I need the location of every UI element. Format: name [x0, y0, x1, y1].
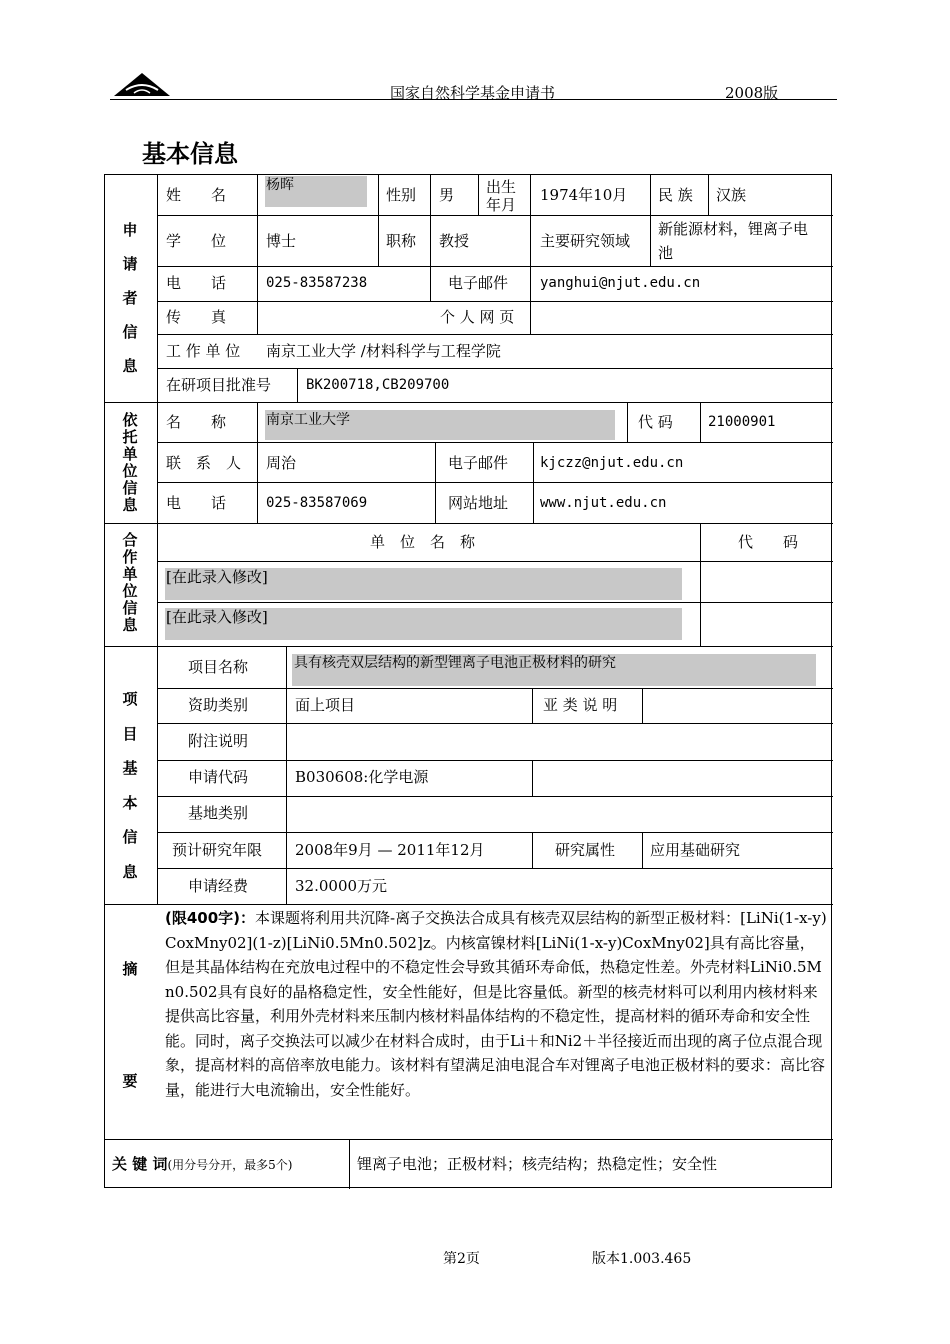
keywords-label: 关 键 词 [112, 1155, 168, 1173]
host-website-value[interactable]: www.njut.edu.cn [540, 495, 667, 511]
applicant-name[interactable]: 杨晖 [266, 177, 294, 193]
subtype-label: 亚 类 说 明 [543, 696, 618, 714]
projects-value[interactable]: BK200718,CB209700 [306, 377, 450, 393]
host-contact-value[interactable]: 周治 [266, 454, 297, 472]
coop-row-1[interactable]: [在此录入修改] [166, 568, 268, 586]
header-version: 2008版 [725, 84, 779, 102]
section-project: 项 目 基 本 信 息 [122, 690, 138, 881]
host-code-label: 代 码 [638, 413, 673, 431]
attr-value[interactable]: 应用基础研究 [650, 841, 741, 859]
field-value-line2[interactable]: 池 [658, 244, 674, 262]
period-label: 预计研究年限 [172, 841, 263, 859]
birth-label: 出生年月 [486, 178, 517, 214]
host-website-label: 网站地址 [448, 494, 509, 512]
funding-label: 资助类别 [188, 696, 249, 714]
projects-label: 在研项目批准号 [166, 376, 272, 394]
abstract-limit: (限400字)： [165, 909, 256, 927]
page-title: 基本信息 [142, 140, 238, 168]
degree-value[interactable]: 博士 [266, 232, 297, 250]
keywords-value[interactable]: 锂离子电池；正极材料；核壳结构；热稳定性；安全性 [357, 1155, 718, 1173]
email-value[interactable]: yanghui@njut.edu.cn [540, 275, 701, 291]
birth-value[interactable]: 1974年10月 [540, 186, 628, 204]
base-label: 基地类别 [188, 804, 249, 822]
section-coop: 合 作 单 位 信 息 [122, 531, 138, 634]
title-label: 职称 [386, 232, 417, 250]
name-label: 姓 名 [166, 186, 227, 204]
gender-value[interactable]: 男 [439, 186, 455, 204]
homepage-label: 个 人 网 页 [440, 308, 515, 326]
host-contact-label: 联 系 人 [166, 454, 242, 472]
coop-unit-header: 单 位 名 称 [370, 533, 476, 551]
coop-code-header: 代 码 [738, 533, 799, 551]
project-name-label: 项目名称 [188, 658, 249, 676]
phone-label: 电 话 [166, 274, 227, 292]
coop-row-2[interactable]: [在此录入修改] [166, 608, 268, 626]
abstract-text[interactable] [165, 906, 827, 1102]
keywords-hint: (用分号分开，最多5个) [167, 1158, 293, 1172]
footer-page: 第2页 [443, 1251, 480, 1267]
attr-label: 研究属性 [555, 841, 616, 859]
period-value[interactable]: 2008年9月 — 2011年12月 [295, 841, 485, 859]
email-label: 电子邮件 [448, 274, 509, 292]
workplace-label: 工 作 单 位 [166, 342, 241, 360]
nsfc-logo [112, 70, 172, 98]
ethnic-value[interactable]: 汉族 [716, 186, 747, 204]
host-email-label: 电子邮件 [448, 454, 509, 472]
funding-value[interactable]: 面上项目 [295, 696, 356, 714]
header-divider [110, 99, 837, 100]
keywords-label-row [112, 1155, 292, 1174]
field-label: 主要研究领域 [540, 232, 631, 250]
footer-version: 版本1.003.465 [592, 1251, 692, 1267]
phone-value[interactable]: 025-83587238 [266, 275, 368, 291]
host-name-value[interactable]: 南京工业大学 [266, 412, 350, 428]
title-value[interactable]: 教授 [439, 232, 470, 250]
budget-label: 申请经费 [188, 877, 249, 895]
abstract-body: 本课题将利用共沉降-离子交换法合成具有核壳双层结构的新型正极材料：[LiNi(1-x-y)CoxMny02](1-z)[LiNi0.5Mn0.502]z。内核富镍材料[LiNi(1-x-y)CoxMny02]具有高比容量，但是其晶体结构在充放电过程中的不稳定性会导致其循环寿命低，热稳定性差。外壳材料LiNi0.5Mn0.502具有良好的晶格稳定性，安全性能好，但是比容量低。新型的核壳材料可以利用内核材料来提供高比容量，利用外壳材料来压制内核材料晶体结构的不稳定性，提高材料的循环寿命和安全性能。同时，离子交换法可以减少在材料合成时，由于Li＋和Ni2＋半径接近而出现的离子位点混合现象，提高材料的高倍率放电能力。该材料有望满足油电混合车对锂离子电池正极材料的要求：高比容量，能进行大电流输出，安全性能好。 [165, 909, 827, 1099]
section-abstract-1: 摘 [122, 960, 138, 978]
host-name-label: 名 称 [166, 413, 227, 431]
section-host: 依 托 单 位 信 息 [122, 411, 138, 514]
note-label: 附注说明 [188, 732, 249, 750]
section-applicant: 申 请 者 信 息 [122, 221, 138, 375]
apply-code-value[interactable]: B030608:化学电源 [295, 768, 429, 786]
budget-value[interactable]: 32.0000万元 [295, 877, 388, 895]
gender-label: 性别 [386, 186, 417, 204]
degree-label: 学 位 [166, 232, 227, 250]
ethnic-label: 民 族 [658, 186, 693, 204]
workplace-value[interactable]: 南京工业大学 /材料科学与工程学院 [266, 342, 501, 360]
header-title: 国家自然科学基金申请书 [390, 84, 556, 102]
project-name-value[interactable]: 具有核壳双层结构的新型锂离子电池正极材料的研究 [294, 655, 616, 671]
host-email-value[interactable]: kjczz@njut.edu.cn [540, 455, 684, 471]
fax-label: 传 真 [166, 308, 227, 326]
host-phone-value[interactable]: 025-83587069 [266, 495, 368, 511]
host-code-value[interactable]: 21000901 [708, 414, 776, 430]
host-phone-label: 电 话 [166, 494, 227, 512]
field-value-line1[interactable]: 新能源材料，锂离子电 [658, 220, 809, 238]
section-abstract-2: 要 [122, 1072, 138, 1090]
apply-code-label: 申请代码 [188, 768, 249, 786]
